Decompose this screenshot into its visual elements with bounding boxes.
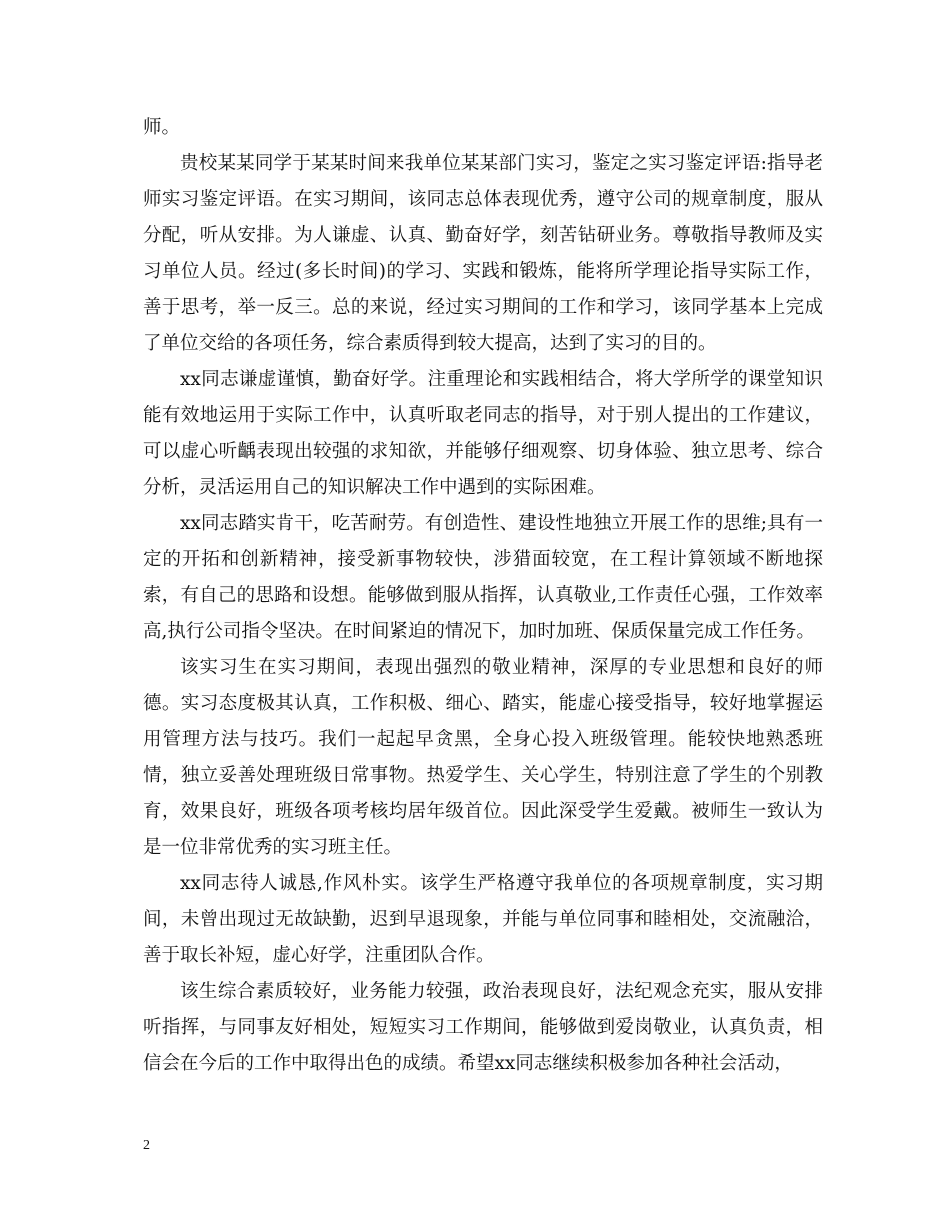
paragraph: xx同志踏实肯干，吃苦耐劳。有创造性、建设性地独立开展工作的思维;具有一定的开拓和创新精神，接受新事物较快，涉猎面较宽，在工程计算领域不断地探索，有自己的思路和设想。能够做到服从指挥，认真敬业,工作责任心强，工作效率高,执行公司指令坚决。在时间紧迫的情况下，加时加班、保质保量完成工作任务。 <box>143 513 823 642</box>
paragraph: 该实习生在实习期间，表现出强烈的敬业精神，深厚的专业思想和良好的师德。实习态度极其认真，工作积极、细心、踏实，能虚心接受指导，较好地掌握运用管理方法与技巧。我们一起起早贪黑，全身心投入班级管理。能较快地熟悉班情，独立妥善处理班级日常事物。热爱学生、关心学生，特别注意了学生的个别教育，效果良好，班级各项考核均居年级首位。因此深受学生爱戴。被师生一致认为是一位非常优秀的实习班主任。 <box>143 657 823 858</box>
page-number: 2 <box>143 1138 150 1153</box>
paragraph: 该生综合素质较好，业务能力较强，政治表现良好，法纪观念充实，服从安排听指挥，与同事友好相处，短短实习工作期间，能够做到爱岗敬业，认真负责，相信会在今后的工作中取得出色的成绩。希望xx同志继续积极参加各种社会活动， <box>143 981 823 1074</box>
paragraph: xx同志谦虚谨慎，勤奋好学。注重理论和实践相结合，将大学所学的课堂知识能有效地运用于实际工作中，认真听取老同志的指导，对于别人提出的工作建议，可以虚心听齲表现出较强的求知欲，并能够仔细观察、切身体验、独立思考、综合分析，灵活运用自己的知识解决工作中遇到的实际困难。 <box>143 369 823 498</box>
paragraph: xx同志待人诚恳,作风朴实。该学生严格遵守我单位的各项规章制度，实习期间，未曾出现过无故缺勤，迟到早退现象，并能与单位同事和睦相处，交流融洽，善于取长补短，虚心好学，注重团队合作。 <box>143 873 823 966</box>
document-body <box>143 110 823 1082</box>
paragraph-continuation: 师。 <box>143 117 181 138</box>
paragraph: 贵校某某同学于某某时间来我单位某某部门实习，鉴定之实习鉴定评语:指导老师实习鉴定评语。在实习期间，该同志总体表现优秀，遵守公司的规章制度，服从分配，听从安排。为人谦虚、认真、勤奋好学，刻苦钻研业务。尊敬指导教师及实习单位人员。经过(多长时间)的学习、实践和锻炼，能将所学理论指导实际工作，善于思考，举一反三。总的来说，经过实习期间的工作和学习，该同学基本上完成了单位交给的各项任务，综合素质得到较大提高，达到了实习的目的。 <box>143 153 823 354</box>
